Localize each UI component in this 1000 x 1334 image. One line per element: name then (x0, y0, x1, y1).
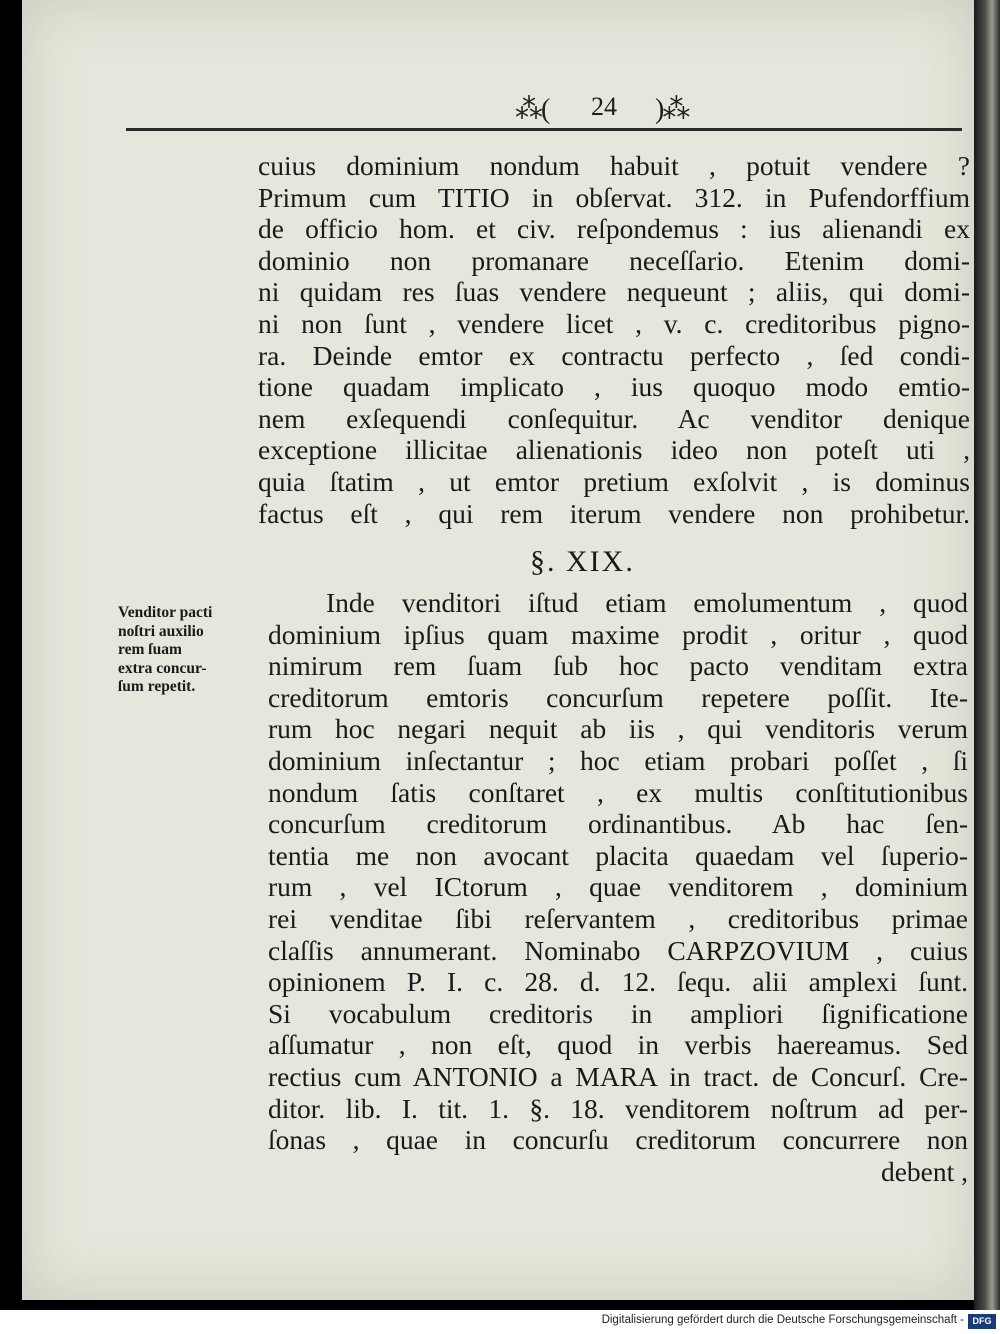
text-line: rum , vel ICtorum , quae venditorem , dominium (268, 871, 968, 903)
text-line: quia ſtatim , ut emtor pretium exſolvit , is dominus (258, 465, 970, 497)
text-line: rei venditae ſibi reſervantem , creditoribus primae (268, 902, 968, 934)
margin-note-line: noſtri auxilio (118, 622, 204, 640)
margin-note-line: Venditor pacti (118, 604, 213, 621)
text-line: factus eſt , qui rem iterum vendere non prohibetur. (258, 497, 970, 529)
text-line: claſſis annumerant. Nominabo CARPZOVIUM , cuius (268, 934, 968, 966)
text-line: rectius cum ANTONIO a MARA in tract. de Concurſ. Cre- (268, 1060, 968, 1092)
text-line: ſonas , quae in concurſu creditorum concurrere non (268, 1124, 968, 1156)
text-line: dominium inſectantur ; hoc etiam probari poſſet , ſi (268, 744, 968, 776)
text-line: ni quidam res ſuas vendere nequeunt ; aliis, qui domi- (258, 276, 970, 308)
page-header (505, 92, 725, 132)
margin-note-line: ſum repetit. (118, 678, 196, 695)
top-paragraph (258, 150, 970, 529)
footer-credit: Digitalisierung gefördert durch die Deutsche Forschungsgemeinschaft - (601, 1314, 964, 1326)
text-line: opinionem P. I. c. 28. d. 12. ſequ. alii amplexi ſunt. (268, 966, 968, 998)
margin-note-line: extra concur- (118, 659, 207, 677)
text-line: de officio hom. et civ. reſpondemus : ius alienandi ex (258, 213, 970, 245)
text-line: Primum cum TITIO in obſervat. 312. in Pufendorffium (258, 181, 970, 213)
text-line: tione quadam implicato , ius quoquo modo emtio- (258, 371, 970, 403)
text-line: creditorum emtoris concurſum repetere poſſit. Ite- (268, 681, 968, 713)
text-line: ditor. lib. I. tit. 1. §. 18. venditorem noſtrum ad per- (268, 1092, 968, 1124)
section-paragraph (268, 588, 968, 1188)
text-line: dominium ipſius quam maxime prodit , oritur , quod (268, 618, 968, 650)
text-line: Inde venditori iſtud etiam emolumentum , quod (326, 587, 968, 618)
margin-note (118, 604, 263, 697)
header-rule (126, 128, 962, 131)
text-line: concurſum creditorum ordinantibus. Ab hac ſen- (268, 808, 968, 840)
footer-bar (0, 1310, 1000, 1334)
text-line: ra. Deinde emtor ex contractu perfecto , ſed condi- (258, 339, 970, 371)
text-line: ni non ſunt , vendere licet , v. c. creditoribus pigno- (258, 307, 970, 339)
catchword: debent , (880, 1155, 968, 1187)
dfg-logo: DFG (968, 1314, 996, 1329)
text-line: aſſumatur , non eſt, quod in verbis haereamus. Sed (268, 1029, 968, 1061)
header-ornament-left: ⁂( (515, 94, 549, 125)
text-line: nem exſequendi conſequitur. Ac venditor denique (258, 402, 970, 434)
text-line: dominio non promanare neceſſario. Etenim domi- (258, 244, 970, 276)
page-number: 24 (591, 92, 617, 121)
text-line: rum hoc negari nequit ab iis , qui venditoris verum (268, 713, 968, 745)
text-line: nimirum rem ſuam ſub hoc pacto venditam extra (268, 650, 968, 682)
text-line: nondum ſatis conſtaret , ex multis conſtitutionibus (268, 776, 968, 808)
text-line: tentia me non avocant placita quaedam vel ſuperio- (268, 839, 968, 871)
header-ornament-right: )⁂ (655, 94, 689, 125)
text-line: cuius dominium nondum habuit , potuit vendere ? (258, 150, 970, 181)
section-heading: §. XIX. (530, 545, 635, 578)
text-line: exceptione illicitae alienationis ideo non poteſt uti , (258, 434, 970, 466)
margin-note-line: rem ſuam (118, 641, 182, 658)
text-line: Si vocabulum creditoris in ampliori ſignificatione (268, 997, 968, 1029)
book-spine (974, 0, 1000, 1310)
